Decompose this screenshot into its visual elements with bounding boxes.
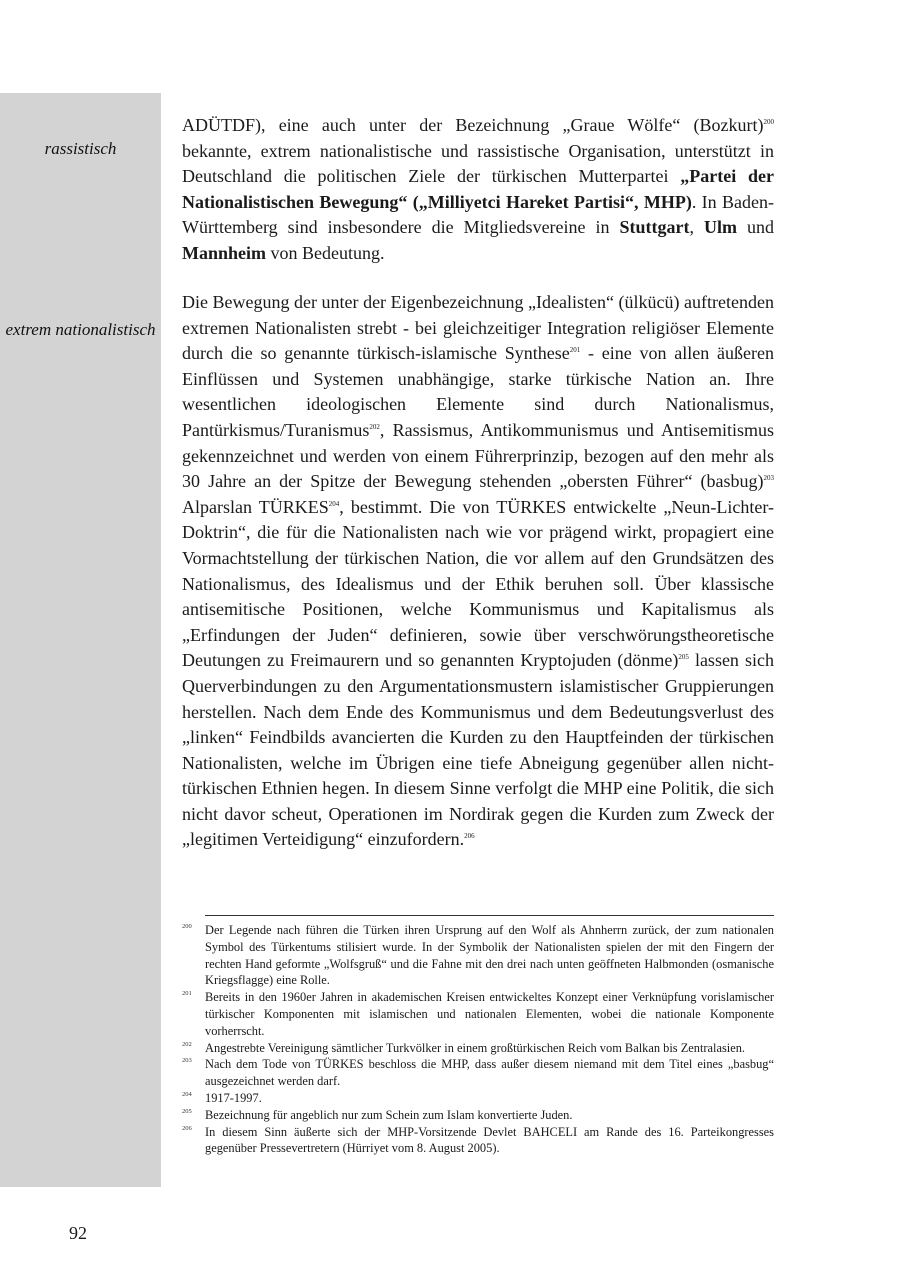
bold-party-name: „Partei der Nationalistischen Bewegung“ („Milliyetci Hareket Partisi“, MHP) [182,166,774,212]
footnote [182,1056,774,1090]
margin-note-rassistisch: rassistisch [44,139,117,158]
footnote-text: Der Legende nach führen die Türken ihren Ursprung auf den Wolf als Ahnherrn zurück, der zum nationalen Symbol des Türkentums stilisiert wurde. In der Symbolik der Nationalisten spielen der mit den Fingern der rechten Hand geformte „Wolfsgruß“ und die Fahne mit den drei nach unten geöffneten Halbmonden (osmanische Kriegsflagge) eine Rolle. [205,923,774,988]
footnote-number: 202 [182,1040,192,1048]
paragraph-grey-wolves [182,113,774,267]
text-run: - eine von allen äußeren Einflüssen und Systemen unabhängige, starke türkische Nation an. Ihre wesentlichen ideologischen Elemente sind durch Nationalismus, Pantürkismus/Turanismus [182,343,774,440]
text-run: Alparslan TÜRKES [182,496,329,517]
text-run: lassen sich Querverbindungen zu den Argumentationsmustern islamistischer Gruppierungen herstellen. Nach dem Ende des Kommunismus und dem Bedeutungsverlust des „linken“ Feindbilds avancierten die Kurden zu den Hauptfeinden der türkischen Nationalisten, welche im Übrigen eine tiefe Abneigung gegenüber allen nicht-türkischen Ethnien hegen. In diesem Sinne verfolgt die MHP eine Politik, die sich nicht davor scheut, Operationen im Nordirak gegen die Kurden zum Zweck der „legitimen Verteidigung“ einzufordern. [182,650,775,850]
footnote [182,1040,774,1057]
footnote-number: 200 [182,923,192,930]
text-run: , bestimmt. Die von TÜRKES entwickelte „Neun-Lichter-Doktrin“, die für die Nationalisten nach wie vor prägend wirkt, propagiert eine Vormachtstellung der türkischen Nation, die vor allem auf den Grundsätzen des Nationalismus, des Idealismus und der Ethik beruhen soll. Über klassische antisemitische Positionen, welche Kommunismus und Kapitalismus als „Erfindungen der Juden“ definieren, sowie über verschwörungstheoretische Deutungen zu Freimaurern und so genannten Kryptojuden (dönme) [182,496,774,671]
text-run: von Bedeutung. [266,242,385,263]
footnotes [182,922,774,1157]
footnote-number: 203 [182,1057,192,1065]
paragraph-idealists [182,290,774,853]
footnote-ref-202[interactable]: 202 [369,422,380,431]
footnote-ref-203[interactable]: 203 [763,474,774,483]
footnote-text: 1917-1997. [205,1090,262,1105]
footnote-ref-201[interactable]: 201 [569,346,581,355]
footnote [182,922,774,989]
footnote-text: Bezeichnung für angeblich nur zum Schein zum Islam konvertierte Juden. [205,1107,573,1122]
footnote-ref-204[interactable]: 204 [328,499,340,508]
text-run: ADÜTDF), eine auch unter der Bezeichnung „Graue Wölfe“ (Bozkurt) [182,115,764,135]
text-run: bekannte, extrem nationalistische und rassistische Organisation, unterstützt in Deutschland die politischen Ziele der türkischen Mutterpartei [182,140,774,187]
footnote-text: Bereits in den 1960er Jahren in akademischen Kreisen entwickeltes Konzept einer Verknüpfung vorislamischer türkischer Komponenten mit islamischen und nationalen Elementen, wobei die nationale Komponente vorherrscht. [205,990,774,1038]
footnote [182,989,774,1039]
bold-city-mannheim: Mannheim [182,242,267,263]
footnote-ref-200[interactable]: 200 [763,118,774,126]
footnote-number: 204 [182,1090,192,1098]
footnote-ref-206[interactable]: 206 [464,832,475,841]
page-number: 92 [69,1223,87,1243]
text-run: . In Baden-Württemberg sind insbesondere die Mitgliedsvereine in [182,191,774,238]
footnote-number: 206 [182,1124,192,1132]
text-run: , Rassismus, Antikommunismus und Antisemitismus gekennzeichnet und werden von einem Führerprinzip, bezogen auf den mehr als 30 Jahre an der Spitze der Bewegung stehenden „obersten Führer“ (basbug) [182,419,774,492]
bold-city-stuttgart: Stuttgart [619,217,690,238]
text-run: , [689,217,705,238]
footnote [182,1107,774,1124]
text-run: Die Bewegung der unter der Eigenbezeichnung „Idealisten“ (ülkücü) auftretenden extremen Nationalisten strebt - bei gleichzeitiger Integration religiöser Elemente durch die so genannte türkisch-islamische Synthese [182,292,774,364]
footnote-divider [205,915,774,916]
footnote [182,1124,774,1158]
margin-note-extrem-nationalistisch: extrem nationalistisch [5,320,156,339]
footnote-ref-205[interactable]: 205 [678,653,689,662]
footnote-text: In diesem Sinn äußerte sich der MHP-Vorsitzende Devlet BAHCELI am Rande des 16. Parteikongresses gegenüber Pressevertretern (Hürriyet vom 8. August 2005). [205,1124,774,1156]
footnote-number: 205 [182,1107,192,1115]
text-run: und [737,217,775,238]
footnote-number: 201 [182,990,192,998]
footnote-text: Nach dem Tode von TÜRKES beschloss die MHP, dass außer diesem niemand mit dem Titel eines „basbug“ ausgezeichnet werden darf. [205,1057,774,1089]
footnote-text: Angestrebte Vereinigung sämtlicher Turkvölker in einem großtürkischen Reich vom Balkan bis Zentralasien. [205,1040,746,1055]
margin-column [0,93,161,1187]
bold-city-ulm: Ulm [704,217,738,238]
footnote [182,1090,774,1107]
